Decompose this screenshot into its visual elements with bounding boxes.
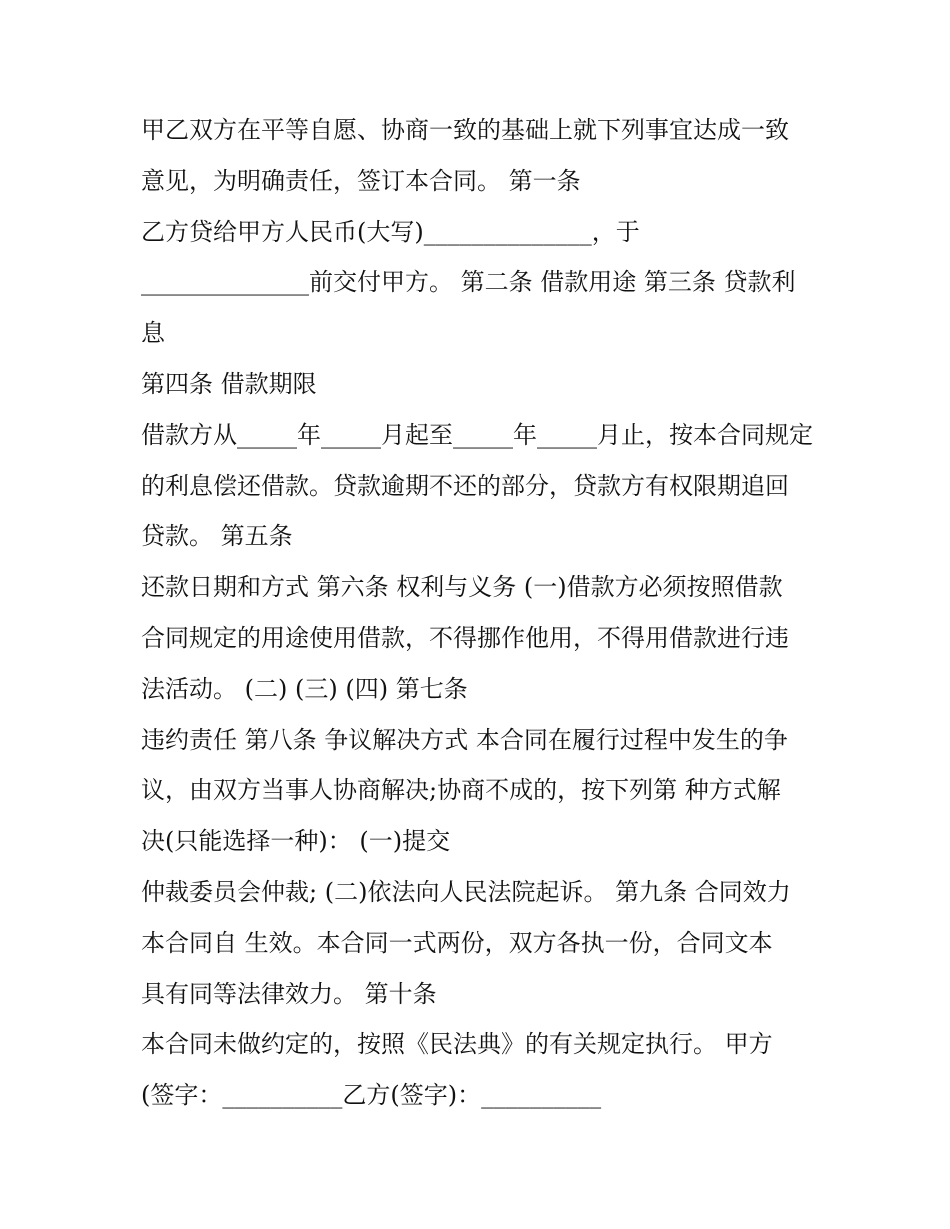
text-line-3: 乙方贷给甲方人民币(大写)______________，于 bbox=[141, 217, 640, 246]
text-line-15: 决(只能选择一种)： (一)提交 bbox=[141, 827, 451, 856]
text-line-6: 第四条 借款期限 bbox=[141, 369, 317, 398]
text-line-13: 违约责任 第八条 争议解决方式 本合同在履行过程中发生的争 bbox=[141, 725, 788, 754]
contract-body bbox=[141, 105, 821, 1121]
text-line-12: 法活动。 (二) (三) (四) 第七条 bbox=[141, 674, 468, 703]
text-line-2: 意见，为明确责任，签订本合同。 第一条 bbox=[141, 166, 581, 195]
text-line-16: 仲裁委员会仲裁; (二)依法向人民法院起诉。 第九条 合同效力 bbox=[141, 877, 791, 906]
text-line-18: 具有同等法律效力。 第十条 bbox=[141, 979, 437, 1008]
text-line-20: (签字：__________乙方(签字)：__________ bbox=[141, 1081, 602, 1110]
text-line-1: 甲乙双方在平等自愿、协商一致的基础上就下列事宜达成一致 bbox=[141, 116, 789, 144]
text-line-8: 的利息偿还借款。贷款逾期不还的部分，贷款方有权限期追回 bbox=[141, 471, 789, 500]
text-line-10: 还款日期和方式 第六条 权利与义务 (一)借款方必须按照借款 bbox=[141, 573, 783, 602]
text-line-4: ______________前交付甲方。 第二条 借款用途 第三条 贷款利 bbox=[141, 268, 796, 297]
text-line-14: 议，由双方当事人协商解决;协商不成的，按下列第 种方式解 bbox=[141, 776, 781, 805]
text-line-11: 合同规定的用途使用借款，不得挪作他用，不得用借款进行违 bbox=[141, 623, 789, 652]
text-line-7: 借款方从_____年_____月起至_____年_____月止，按本合同规定 bbox=[141, 420, 813, 449]
text-line-9: 贷款。 第五条 bbox=[141, 522, 293, 551]
text-line-17: 本合同自 生效。本合同一式两份，双方各执一份，合同文本 bbox=[141, 928, 773, 957]
text-line-19: 本合同未做约定的，按照《民法典》的有关规定执行。 甲方 bbox=[141, 1030, 773, 1059]
text-line-5: 息 bbox=[141, 319, 165, 348]
